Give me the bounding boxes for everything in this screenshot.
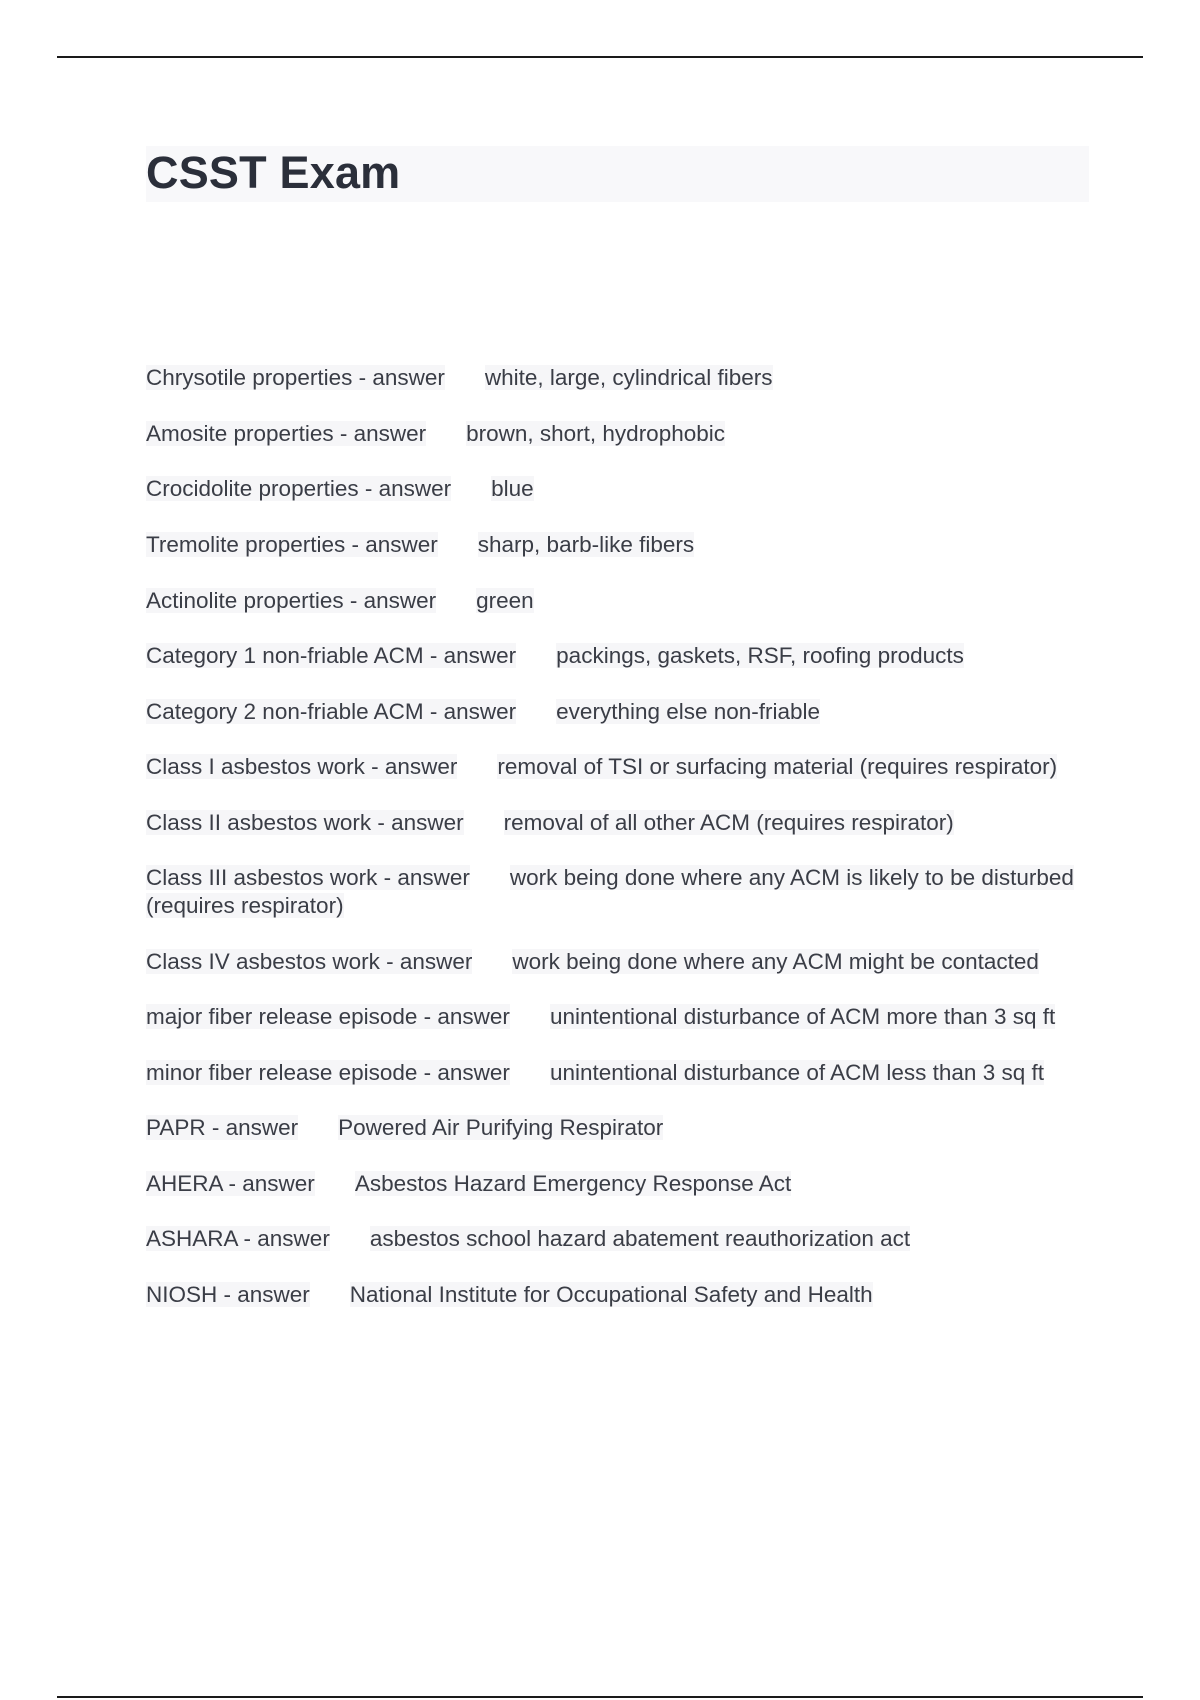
answer-text: Asbestos Hazard Emergency Response Act (354, 1171, 792, 1196)
answer-text: brown, short, hydrophobic (466, 421, 726, 446)
qa-item (146, 531, 1076, 559)
answer-text: National Institute for Occupational Safety and Health (349, 1282, 873, 1307)
question-text: NIOSH - answer (146, 1282, 310, 1307)
answer-text: everything else non-friable (556, 699, 821, 724)
answer-text: work being done where any ACM might be contacted (512, 949, 1039, 974)
qa-item (146, 948, 1076, 976)
answer-text: unintentional disturbance of ACM more than 3 sq ft (549, 1004, 1056, 1029)
qa-item (146, 1281, 1076, 1309)
qa-item (146, 1059, 1076, 1087)
question-text: Crocidolite properties - answer (146, 476, 452, 501)
qa-item (146, 809, 1076, 837)
answer-text: unintentional disturbance of ACM less than 3 sq ft (549, 1060, 1044, 1085)
question-text: Category 2 non-friable ACM - answer (146, 699, 517, 724)
answer-text: work being done where any ACM is likely to be disturbed (requires respirator) (146, 865, 1074, 918)
question-text: ASHARA - answer (146, 1226, 330, 1251)
question-text: Actinolite properties - answer (146, 588, 437, 613)
question-text: Amosite properties - answer (146, 421, 427, 446)
qa-item (146, 364, 1076, 392)
answer-text: removal of all other ACM (requires respirator) (503, 810, 954, 835)
question-text: major fiber release episode - answer (146, 1004, 510, 1029)
qa-item (146, 1114, 1076, 1142)
answer-text: green (476, 588, 534, 613)
qa-item (146, 1170, 1076, 1198)
question-text: minor fiber release episode - answer (146, 1060, 510, 1085)
answer-text: packings, gaskets, RSF, roofing products (556, 643, 964, 668)
top-rule (57, 56, 1143, 58)
question-text: Tremolite properties - answer (146, 532, 438, 557)
question-text: Class IV asbestos work - answer (146, 949, 473, 974)
page-title: CSST Exam (146, 147, 401, 198)
answer-text: white, large, cylindrical fibers (484, 365, 773, 390)
answer-text: removal of TSI or surfacing material (requires respirator) (497, 754, 1058, 779)
qa-item (146, 864, 1076, 920)
answer-text: blue (491, 476, 534, 501)
question-text: Class III asbestos work - answer (146, 865, 470, 890)
question-text: Chrysotile properties - answer (146, 365, 445, 390)
question-text: PAPR - answer (146, 1115, 299, 1140)
question-text: Category 1 non-friable ACM - answer (146, 643, 517, 668)
qa-item (146, 1003, 1076, 1031)
qa-item (146, 420, 1076, 448)
qa-item (146, 587, 1076, 615)
qa-list (146, 364, 1076, 1309)
bottom-rule (57, 1696, 1143, 1698)
qa-item (146, 1225, 1076, 1253)
qa-item (146, 475, 1076, 503)
question-text: Class II asbestos work - answer (146, 810, 464, 835)
qa-item (146, 753, 1076, 781)
answer-text: asbestos school hazard abatement reauthorization act (369, 1226, 911, 1251)
question-text: Class I asbestos work - answer (146, 754, 458, 779)
answer-text: sharp, barb-like fibers (477, 532, 695, 557)
answer-text: Powered Air Purifying Respirator (338, 1115, 664, 1140)
qa-item (146, 698, 1076, 726)
qa-item (146, 642, 1076, 670)
question-text: AHERA - answer (146, 1171, 315, 1196)
